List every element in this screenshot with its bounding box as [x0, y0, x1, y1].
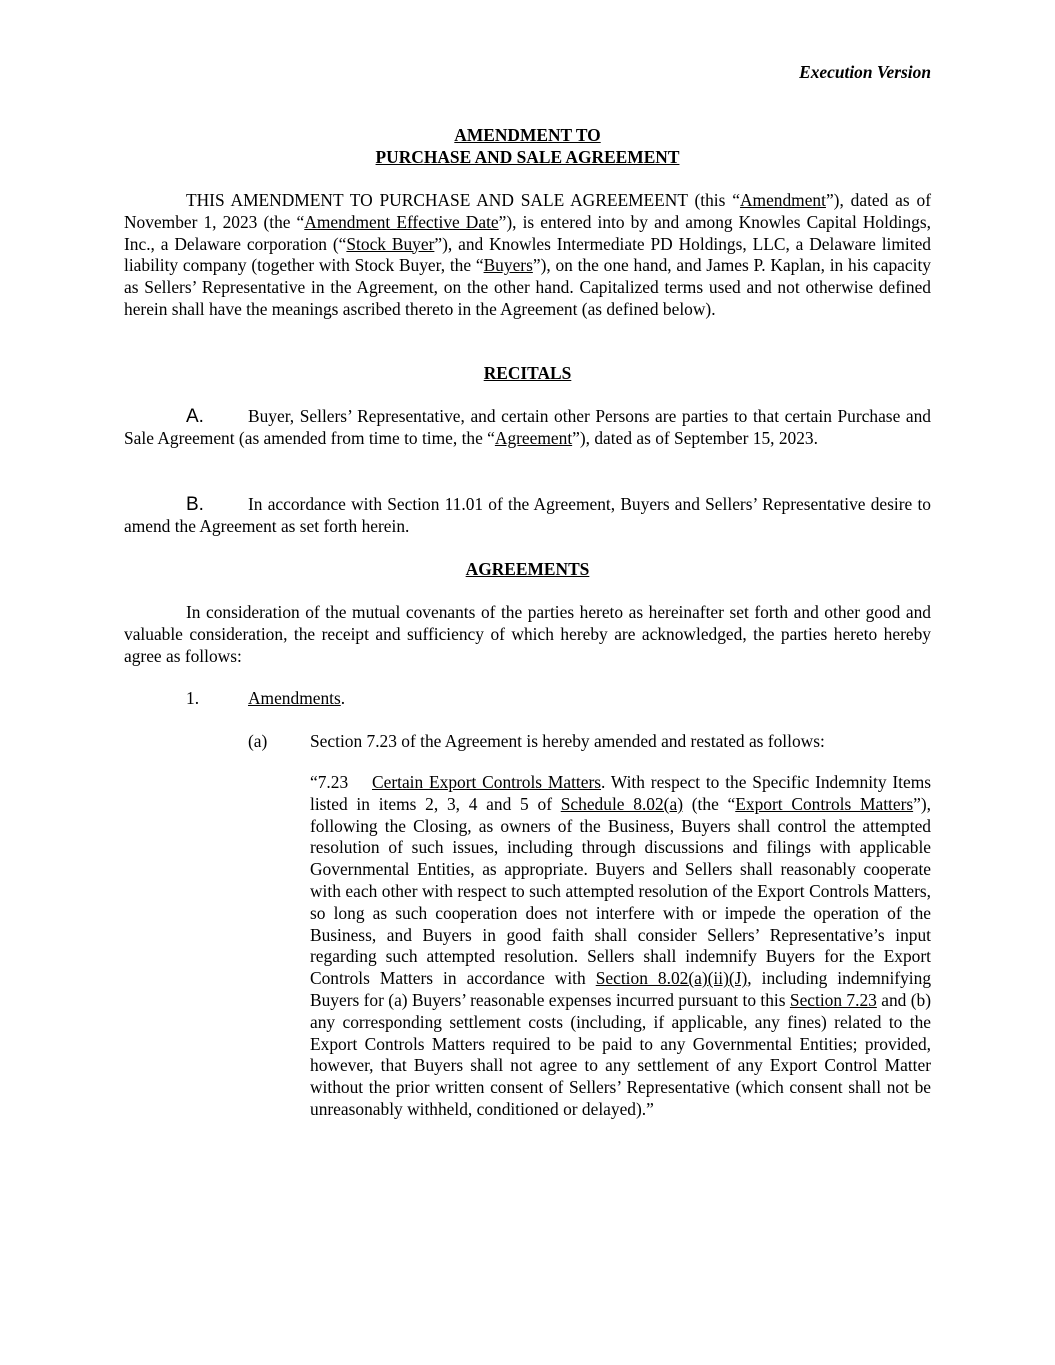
cross-reference: Section 7.23 [789, 989, 877, 1010]
section-1 [186, 688, 345, 710]
quote-section-number: “7.23 [310, 772, 349, 792]
recital-b [124, 494, 931, 538]
intro-text: THIS AMENDMENT TO PURCHASE AND SALE AGREEMEENT (this “ [186, 190, 740, 210]
recital-text: In accordance with Section 11.01 of the Agreement, Buyers and Sellers’ Representative desire to amend the Agreement as set forth herein. [124, 494, 931, 536]
defined-term: Stock Buyer [346, 233, 435, 254]
defined-term: Amendment [739, 190, 826, 210]
restated-section-quote [310, 772, 931, 1121]
cross-reference: Schedule 8.02(a) [560, 793, 683, 814]
quote-text: ”), following the Closing, as owners of the Business, Buyers shall control the attempted resolution of such issues, including through discussions and filings with applicable Governmental Entities, as appropriate. Buyers and Sellers shall reasonably cooperate with each other with respect to such attempted resolution of the Export Controls Matters, so long as such cooperation does not interfere with or impede the operation of the Business, and Buyers in good faith shall consider Sellers’ Representative’s input regarding such attempted resolution. Sellers shall indemnify Buyers for the Export Controls Matters in accordance with [310, 793, 931, 989]
intro-text: ”), on the one hand, and James P. Kaplan, in his capacity as Sellers’ Representative in the Agreement, on the other hand. Capitalized terms used and not otherwise defined herein shall have the meanings ascribed thereto in the Agreement (as defined below). [124, 255, 931, 319]
recitals-heading: RECITALS [483, 363, 572, 383]
section-1-period: . [340, 688, 346, 708]
defined-term: Amendment Effective Date [304, 211, 499, 232]
quote-text: . With respect to the Specific Indemnity Items listed in items 2, 3, 4 and 5 of [310, 772, 932, 814]
intro-text: ”), is entered into by and among Knowles Capital Holdings, Inc., a Delaware corporation (“ [124, 211, 931, 254]
execution-version-label: Execution Version [799, 62, 931, 82]
intro-text: ”), dated as of November 1, 2023 (the “ [124, 190, 931, 232]
intro-paragraph [124, 190, 931, 321]
defined-term: Buyers [483, 255, 533, 276]
quote-text: , including indemnifying Buyers for (a) Buyers’ reasonable expenses incurred pursuant to this [310, 968, 932, 1010]
section-1-number: 1. [186, 688, 200, 708]
subsection-a [248, 731, 825, 753]
subsection-a-text: Section 7.23 of the Agreement is hereby amended and restated as follows: [310, 731, 825, 751]
consideration-paragraph: In consideration of the mutual covenants of the parties hereto as hereinafter set forth and other good and valuable consideration, the receipt and sufficiency of which hereby are acknowledged, the parties hereto hereby agree as follows: [124, 602, 931, 666]
defined-term: Agreement [494, 427, 573, 448]
section-1-title: Amendments [248, 688, 341, 708]
recital-text: ”), dated as of September 15, 2023. [572, 427, 818, 448]
quote-section-title: Certain Export Controls Matters [372, 772, 602, 792]
quote-text: (the “ [683, 793, 736, 814]
recital-a [124, 406, 931, 450]
title-line-2: PURCHASE AND SALE AGREEMENT [375, 147, 680, 167]
intro-text: ”), and Knowles Intermediate PD Holdings, LLC, a Delaware limited liability company (together with Stock Buyer, the “ [124, 233, 931, 276]
quote-text: and (b) any corresponding settlement costs (including, if applicable, any fines) related to the Export Controls Matters required to be paid to any Governmental Entities; provided, however, that Buyers shall not agree to any settlement of any Export Control Matter without the prior written consent of Sellers’ Representative (which consent shall not be unreasonably withheld, conditioned or delayed).” [310, 989, 931, 1119]
recital-b-label: B. [186, 494, 204, 515]
agreements-heading: AGREEMENTS [465, 559, 590, 579]
title-line-1: AMENDMENT TO [454, 125, 601, 145]
cross-reference: Section 8.02(a)(ii)(J) [595, 968, 748, 989]
subsection-a-label: (a) [248, 731, 268, 751]
recital-text: Buyer, Sellers’ Representative, and certain other Persons are parties to that certain Purchase and Sale Agreement (as amended from time to time, the “ [124, 406, 931, 448]
recital-a-label: A. [186, 406, 204, 427]
defined-term: Export Controls Matters [735, 793, 914, 814]
